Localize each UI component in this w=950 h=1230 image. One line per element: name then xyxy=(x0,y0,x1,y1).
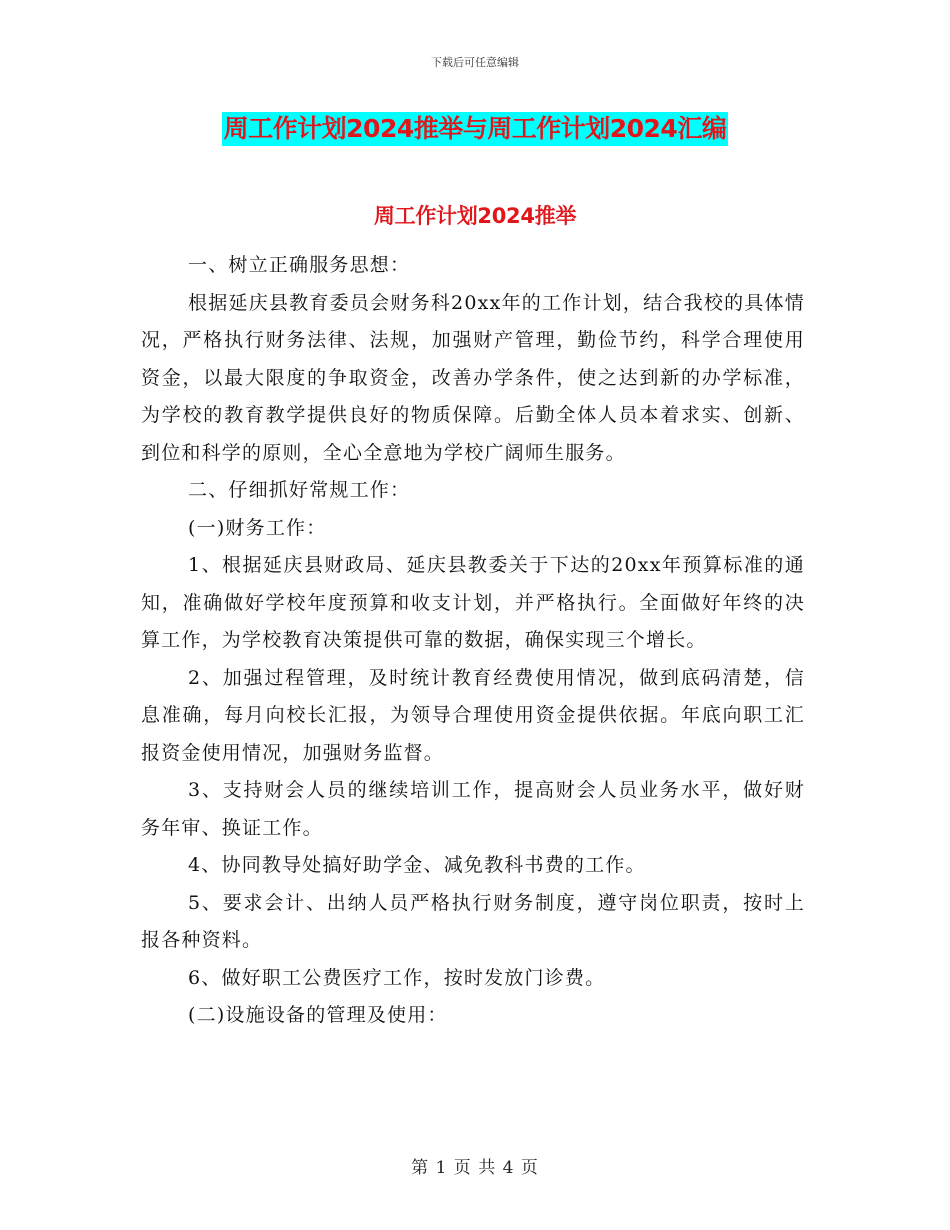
paragraph: 6、做好职工公费医疗工作，按时发放门诊费。 xyxy=(188,966,606,989)
paragraph: 3、支持财会人员的继续培训工作，提高财会人员业务水平，做好财务年审、换证工作。 xyxy=(141,779,805,839)
download-note: 下载后可任意编辑 xyxy=(431,56,519,69)
document-body xyxy=(141,247,805,1035)
section-title: 周工作计划2024推举 xyxy=(373,204,577,228)
paragraph: 1、根据延庆县财政局、延庆县教委关于下达的20xx年预算标准的通知，准确做好学校年度预算和收支计划，并严格执行。全面做好年终的决算工作，为学校教育决策提供可靠的数据，确保实现三个增长。 xyxy=(141,554,805,651)
main-title-container xyxy=(0,112,950,146)
document-title: 周工作计划2024推举与周工作计划2024汇编 xyxy=(222,112,729,146)
paragraph: 一、树立正确服务思想： xyxy=(188,254,411,276)
paragraph: (二)设施设备的管理及使用： xyxy=(188,1004,448,1026)
paragraph: 根据延庆县教育委员会财务科20xx年的工作计划，结合我校的具体情况，严格执行财务法律、法规，加强财产管理，勤俭节约，科学合理使用资金，以最大限度的争取资金，改善办学条件，使之达到新的办学标准，为学校的教育教学提供良好的物质保障。后勤全体人员本着求实、创新、到位和科学的原则，全心全意地为学校广阔师生服务。 xyxy=(141,291,805,464)
paragraph: 二、仔细抓好常规工作： xyxy=(188,479,411,501)
page-number: 第 1 页 共 4 页 xyxy=(411,1158,539,1178)
paragraph: 2、加强过程管理，及时统计教育经费使用情况，做到底码清楚，信息准确，每月向校长汇报，为领导合理使用资金提供依据。年底向职工汇报资金使用情况，加强财务监督。 xyxy=(141,666,805,764)
paragraph: 4、协同教导处搞好助学金、减免教科书费的工作。 xyxy=(188,854,646,876)
paragraph: (一)财务工作： xyxy=(188,516,327,539)
paragraph: 5、要求会计、出纳人员严格执行财务制度，遵守岗位职责，按时上报各种资料。 xyxy=(141,891,805,951)
